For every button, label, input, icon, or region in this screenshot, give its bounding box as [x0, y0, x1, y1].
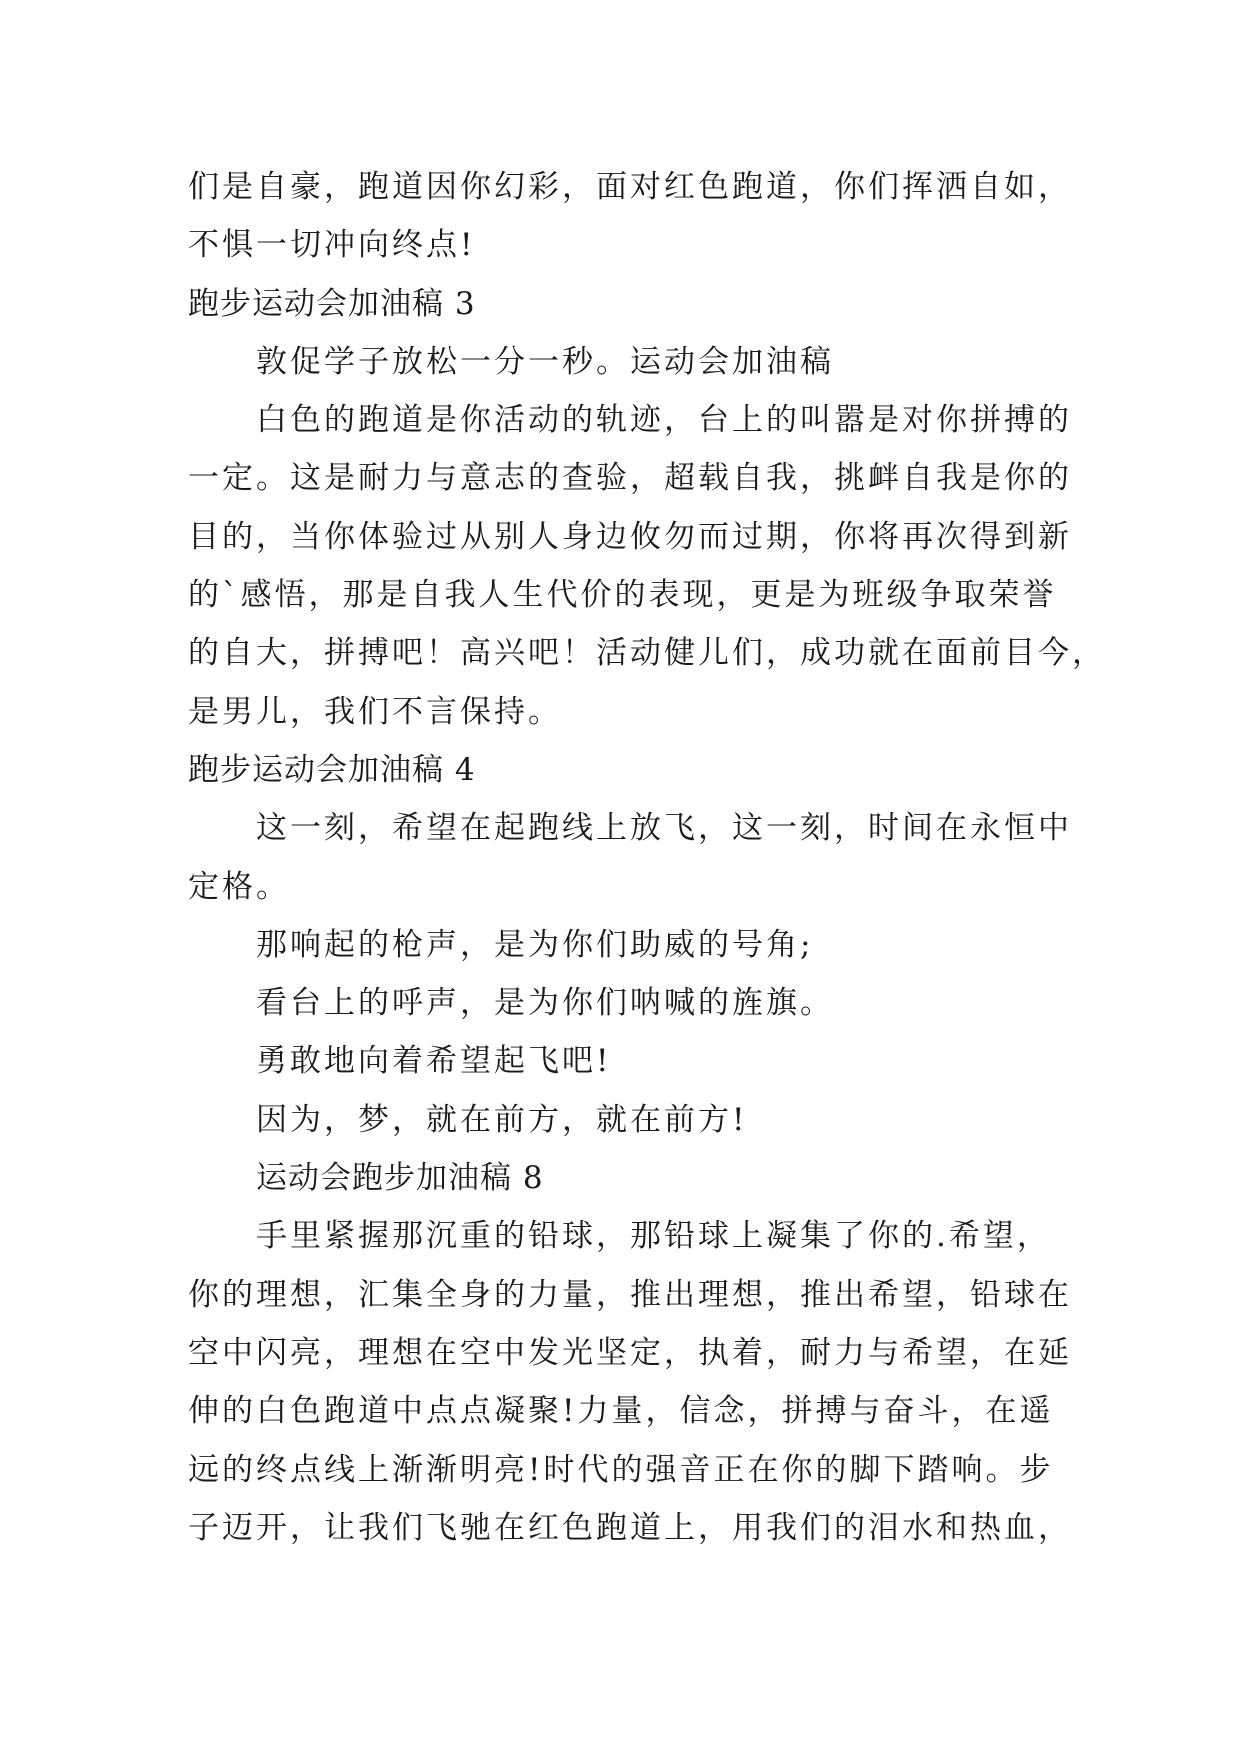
text-line: 手里紧握那沉重的铅球，那铅球上凝集了你的.希望，	[256, 1218, 1051, 1255]
text-line: 的自大，拼搏吧！高兴吧！活动健儿们，成功就在面前目今，	[188, 635, 1106, 672]
text-line: 因为，梦，就在前方，就在前方!	[256, 1101, 748, 1138]
text-line: 一定。这是耐力与意志的查验，超载自我，挑衅自我是你的	[188, 460, 1072, 497]
text-line: 白色的跑道是你活动的轨迹，台上的叫嚣是对你拼搏的	[256, 402, 1072, 439]
text-line: 是男儿，我们不言保持。	[188, 693, 562, 730]
text-line: 们是自豪，跑道因你幻彩，面对红色跑道，你们挥洒自如，	[188, 169, 1072, 205]
text-line: 敦促学子放松一分一秒。运动会加油稿	[256, 343, 834, 380]
text-line: 远的终点线上渐渐明亮!时代的强音正在你的脚下踏响。步	[188, 1451, 1054, 1488]
text-line: 定格。	[188, 868, 290, 905]
text-line: 不惧一切冲向终点!	[188, 227, 476, 264]
document-body	[188, 158, 1106, 1557]
text-line: 你的理想，汇集全身的力量，推出理想，推出希望，铅球在	[188, 1276, 1072, 1313]
section-heading: 跑步运动会加油稿 4	[188, 751, 476, 788]
text-line: 空中闪亮，理想在空中发光坚定，执着，耐力与希望，在延	[188, 1334, 1072, 1371]
text-line: 目的，当你体验过从别人身边攸勿而过期，你将再次得到新	[188, 518, 1072, 555]
text-line: 勇敢地向着希望起飞吧!	[256, 1043, 612, 1080]
text-line: 的`感悟，那是自我人生代价的表现，更是为班级争取荣誉	[188, 577, 1057, 614]
text-line: 看台上的呼声，是为你们呐喊的旌旗。	[256, 985, 834, 1022]
section-heading: 运动会跑步加油稿 8	[256, 1160, 544, 1197]
text-line: 子迈开，让我们飞驰在红色跑道上，用我们的泪水和热血，	[188, 1509, 1072, 1546]
text-line: 那响起的枪声，是为你们助威的号角;	[256, 926, 814, 963]
section-heading: 跑步运动会加油稿 3	[188, 285, 476, 322]
text-line: 伸的白色跑道中点点凝聚!力量，信念，拼搏与奋斗，在遥	[188, 1393, 1054, 1430]
text-line: 这一刻，希望在起跑线上放飞，这一刻，时间在永恒中	[256, 810, 1072, 847]
